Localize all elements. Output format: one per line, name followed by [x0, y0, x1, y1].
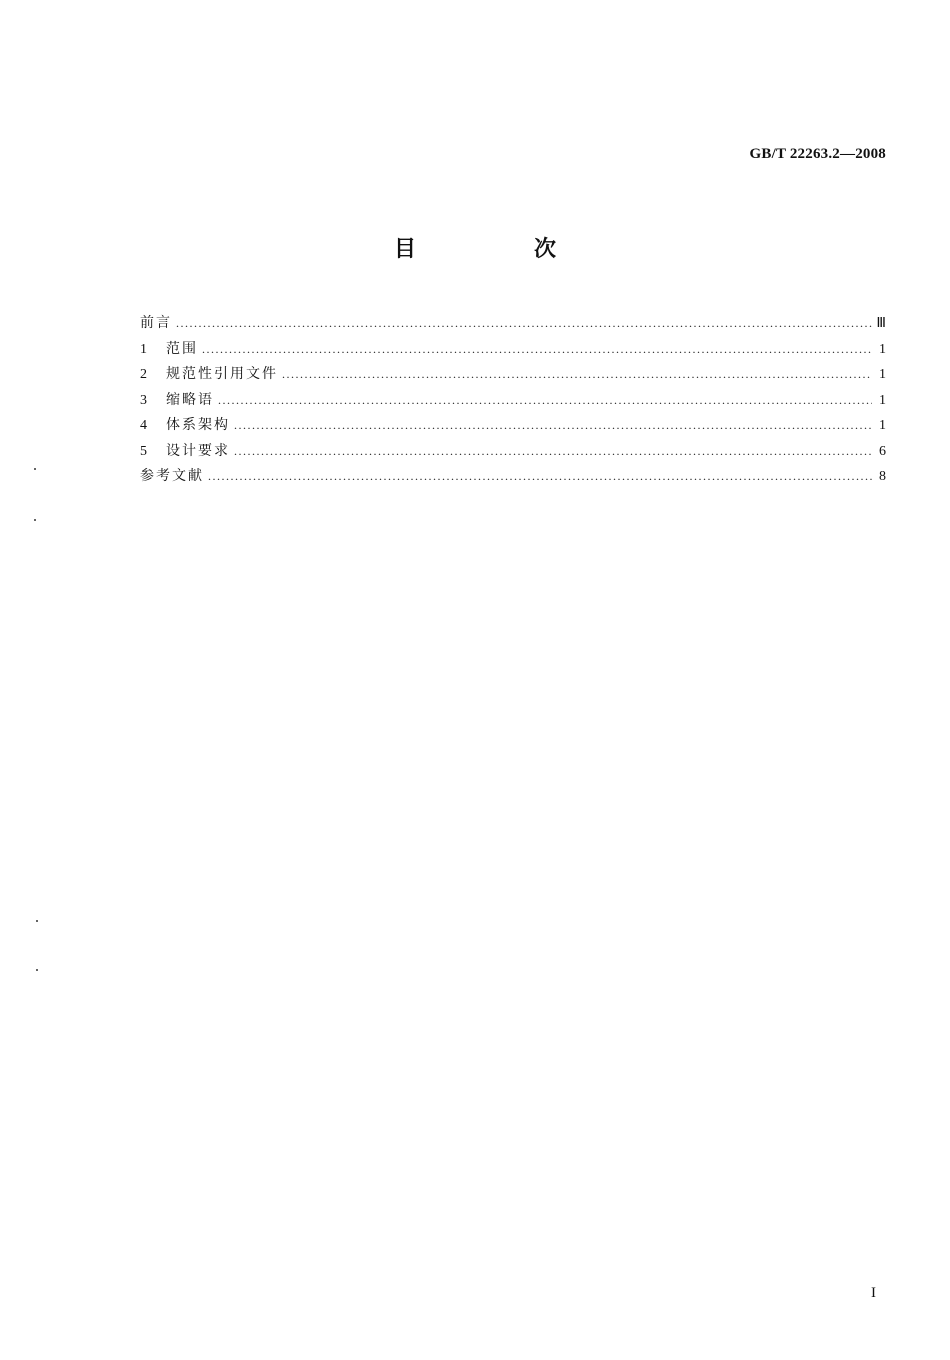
- toc-entry-foreword[interactable]: [140, 311, 886, 337]
- toc-entry-label: 体系架构: [166, 417, 230, 433]
- toc-entry-number: 5: [140, 443, 147, 459]
- toc-leader-dots: [282, 362, 872, 388]
- toc-entry-label: 前言: [140, 315, 172, 331]
- toc-leader-dots: [208, 464, 872, 490]
- toc-leader-dots: [218, 388, 872, 414]
- toc-entry-number: 4: [140, 418, 147, 433]
- standard-code: GB/T 22263.2—2008: [749, 146, 886, 162]
- toc-entry-page: Ⅲ: [876, 316, 886, 331]
- toc-entry-page: 8: [879, 469, 886, 484]
- toc-entry-number: 2: [140, 367, 147, 382]
- toc-leader-dots: [234, 439, 872, 465]
- toc-entry-number: 1: [140, 341, 147, 357]
- toc-entry-label: 范围: [166, 340, 198, 357]
- scan-speck: [36, 920, 38, 922]
- toc-entry-page: 1: [879, 341, 886, 357]
- toc-title: 目 次: [393, 237, 604, 262]
- toc-entry-bibliography[interactable]: [140, 464, 886, 490]
- toc-entry-architecture[interactable]: [140, 413, 886, 439]
- toc-entry-page: 1: [879, 392, 886, 408]
- toc-entry-label: 缩略语: [166, 391, 214, 408]
- toc-entry-design-requirements[interactable]: [140, 439, 886, 465]
- table-of-contents: [140, 311, 886, 490]
- toc-entry-abbreviations[interactable]: [140, 388, 886, 414]
- toc-entry-page: 1: [879, 367, 886, 382]
- toc-leader-dots: [176, 311, 872, 337]
- toc-entry-label: 设计要求: [166, 442, 230, 459]
- toc-entry-label: 参考文献: [140, 468, 204, 484]
- scan-speck: [36, 969, 38, 971]
- scan-speck: [34, 468, 36, 470]
- toc-entry-label: 规范性引用文件: [166, 366, 278, 382]
- toc-entry-scope[interactable]: [140, 337, 886, 363]
- toc-leader-dots: [202, 337, 872, 363]
- page-number: I: [871, 1285, 876, 1301]
- toc-entry-page: 1: [879, 418, 886, 433]
- scan-speck: [34, 519, 36, 521]
- toc-entry-page: 6: [879, 443, 886, 459]
- toc-entry-normative-references[interactable]: [140, 362, 886, 388]
- toc-entry-number: 3: [140, 392, 147, 408]
- toc-leader-dots: [234, 413, 872, 439]
